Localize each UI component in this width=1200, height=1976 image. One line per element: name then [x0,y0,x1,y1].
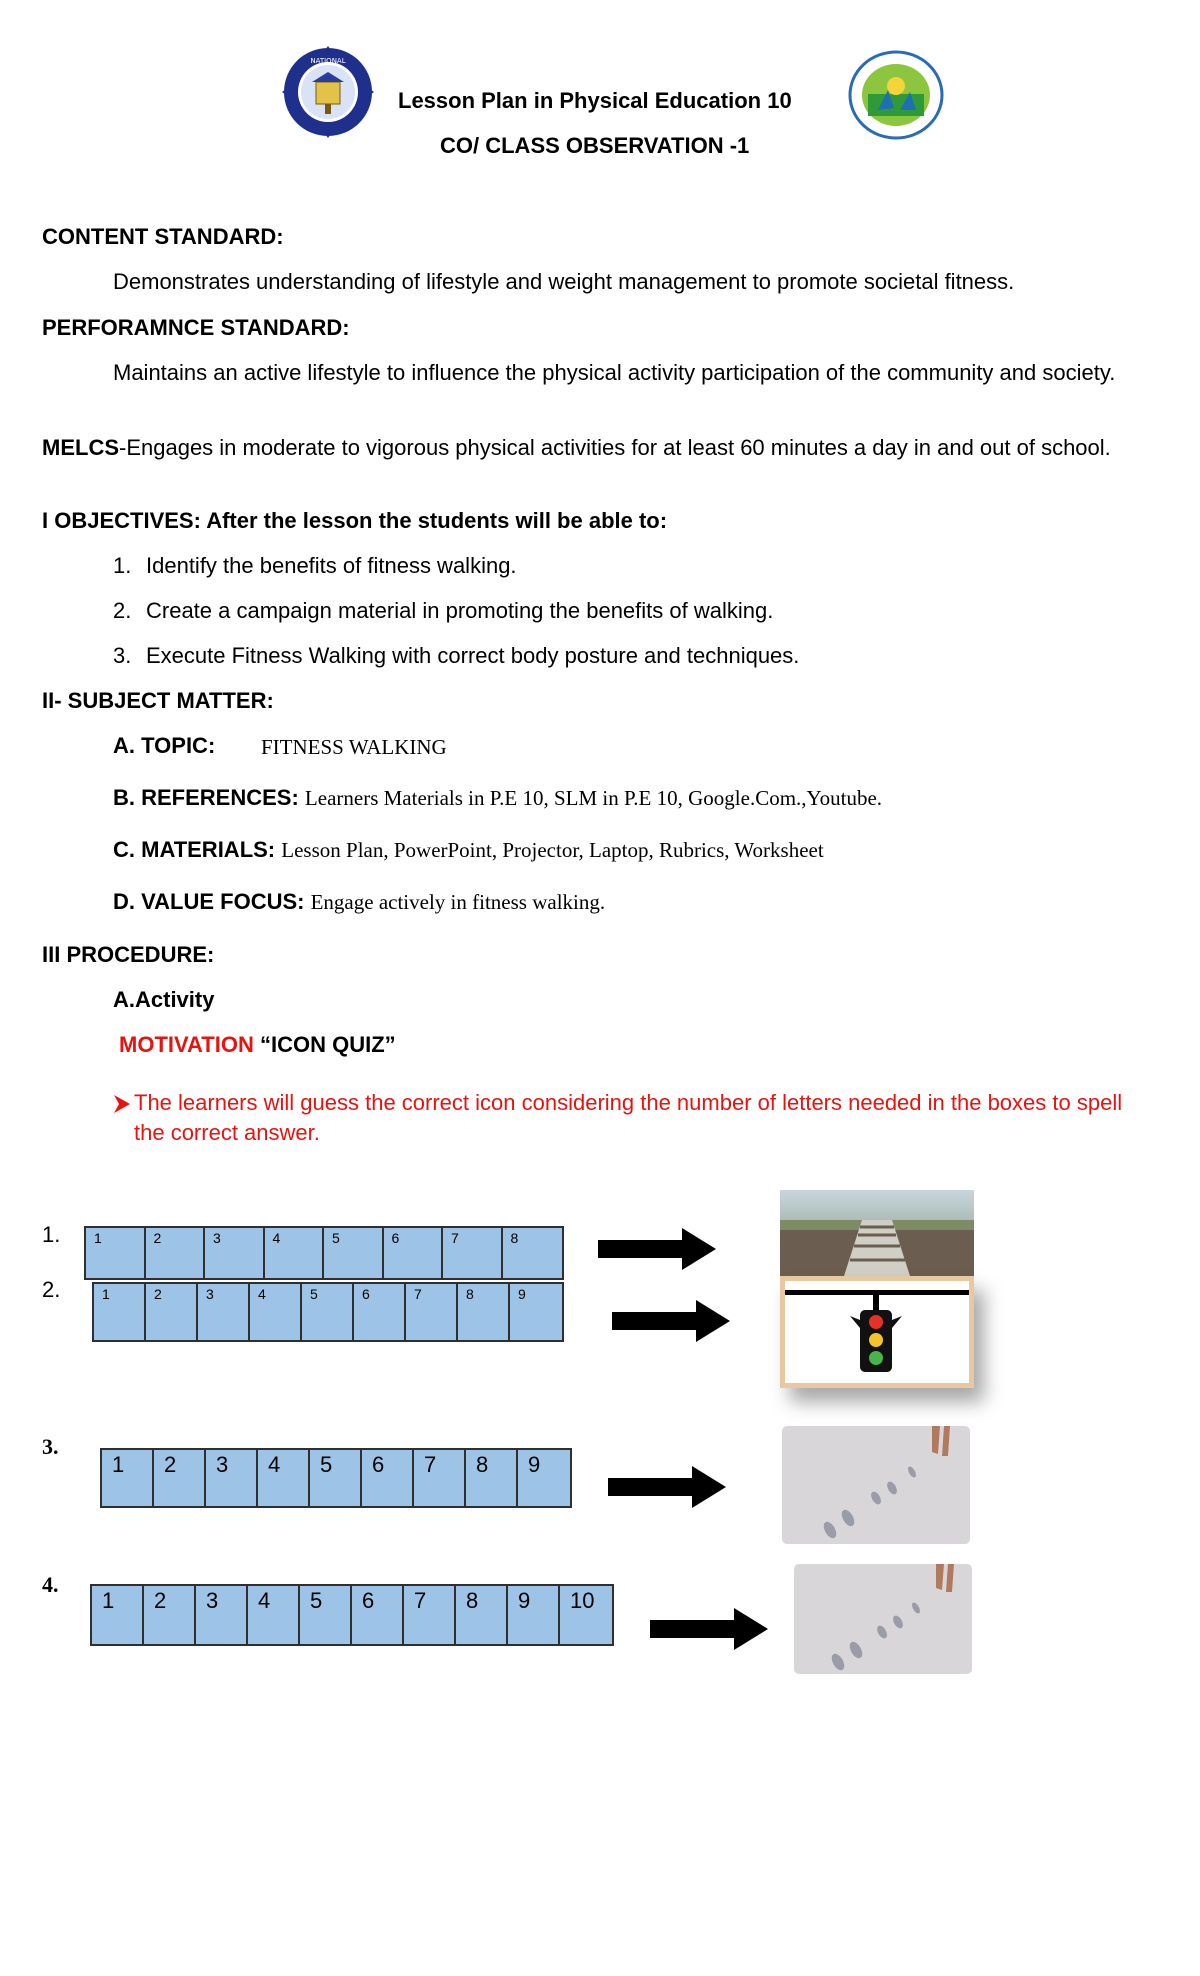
materials-label: C. MATERIALS: [113,837,276,862]
bullet-arrow-icon [112,1093,132,1120]
letter-box[interactable]: 2 [154,1450,206,1506]
footprints-sand-image [782,1426,970,1544]
topic-value: FITNESS WALKING [261,735,447,759]
letter-box[interactable]: 9 [508,1586,560,1644]
right-arrow-icon [598,1228,716,1275]
materials-value: Lesson Plan, PowerPoint, Projector, Laptop, Rubrics, Worksheet [281,838,824,862]
letter-boxes-1[interactable] [84,1226,564,1280]
footprints-sand-image [794,1564,972,1674]
procedure-heading: III PROCEDURE: [42,942,215,967]
letter-box[interactable]: 2 [146,1284,198,1340]
letter-box[interactable]: 8 [458,1284,510,1340]
content-standard-text: Demonstrates understanding of lifestyle and weight management to promote societal fitness. [113,269,1015,294]
letter-box[interactable]: 7 [443,1228,503,1278]
motivation-title: “ICON QUIZ” [259,1032,396,1057]
letter-box[interactable]: 1 [94,1284,146,1340]
melcs-label: MELCS [42,435,119,460]
letter-box[interactable]: 3 [205,1228,265,1278]
letter-box[interactable]: 8 [466,1450,518,1506]
traffic-light-image [780,1276,974,1388]
letter-box[interactable]: 4 [258,1450,310,1506]
page-subtitle: CO/ CLASS OBSERVATION -1 [440,133,750,158]
objectives-heading: I OBJECTIVES: After the lesson the students will be able to: [42,508,668,533]
letter-box[interactable]: 10 [570,1588,595,1613]
objective-item-3: Execute Fitness Walking with correct body posture and techniques. [146,643,800,668]
letter-box[interactable]: 3 [206,1450,258,1506]
letter-box[interactable]: 3 [196,1586,248,1644]
objective-item-1: Identify the benefits of fitness walking. [146,553,517,578]
performance-standard-text: Maintains an active lifestyle to influence the physical activity participation of the community and society. [113,360,1116,385]
letter-box[interactable]: 6 [352,1586,404,1644]
subject-matter-heading: II- SUBJECT MATTER: [42,688,274,713]
letter-box[interactable]: 6 [354,1284,406,1340]
letter-box[interactable]: 6 [362,1450,414,1506]
right-arrow-icon [612,1300,730,1347]
letter-boxes-4[interactable] [90,1584,614,1646]
objective-number-3: 3. [113,643,132,668]
value-focus-label: D. VALUE FOCUS: [113,889,305,914]
letter-boxes-3[interactable] [100,1448,572,1508]
letter-box[interactable]: 7 [406,1284,458,1340]
quiz-number-4: 4. [42,1572,59,1597]
melcs-text: -Engages in moderate to vigorous physical activities for at least 60 minutes a day in and out of school. [119,435,1111,460]
stone-path-image [780,1190,974,1276]
letter-box[interactable]: 5 [300,1586,352,1644]
letter-box[interactable]: 7 [414,1450,466,1506]
letter-box[interactable]: 6 [384,1228,444,1278]
letter-box[interactable]: 1 [86,1228,146,1278]
activity-label: A.Activity [113,987,215,1012]
right-arrow-icon [650,1608,768,1655]
svg-text:NATIONAL: NATIONAL [310,57,346,65]
references-value: Learners Materials in P.E 10, SLM in P.E 10, Google.Com.,Youtube. [304,786,883,810]
letter-box[interactable]: 4 [248,1586,300,1644]
references-label: B. REFERENCES: [113,785,299,810]
topic-label: A. TOPIC: [113,733,216,758]
deped-seal [848,50,944,140]
quiz-instruction: The learners will guess the correct icon considering the number of letters needed in the boxes to spell the correct answer. [134,1090,1123,1145]
letter-box[interactable]: 8 [510,1230,519,1246]
letter-box[interactable]: 3 [198,1284,250,1340]
quiz-number-3: 3. [42,1434,59,1459]
letter-box[interactable]: 2 [144,1586,196,1644]
letter-box[interactable]: 4 [250,1284,302,1340]
letter-box[interactable]: 1 [92,1586,144,1644]
letter-box[interactable]: 5 [302,1284,354,1340]
quiz-number-2: 2. [42,1277,61,1302]
motivation-line [119,1030,396,1060]
letter-box[interactable]: 5 [324,1228,384,1278]
letter-box[interactable]: 7 [404,1586,456,1644]
value-focus-line [113,887,605,917]
letter-box[interactable]: 2 [146,1228,206,1278]
objective-number-1: 1. [113,553,132,578]
right-arrow-icon [608,1466,726,1513]
letter-box[interactable]: 5 [310,1450,362,1506]
letter-box[interactable]: 9 [528,1452,541,1477]
performance-standard-heading: PERFORAMNCE STANDARD: [42,315,350,340]
content-standard-heading: CONTENT STANDARD: [42,224,284,249]
quiz-number-1: 1. [42,1222,61,1247]
motivation-label: MOTIVATION [119,1032,254,1057]
value-focus-value: Engage actively in fitness walking. [310,890,606,914]
materials-line [113,835,824,865]
references-line [113,783,882,813]
letter-box[interactable]: 9 [518,1286,526,1302]
letter-box[interactable]: 1 [102,1450,154,1506]
school-logo [282,46,374,138]
objective-item-2: Create a campaign material in promoting the benefits of walking. [146,598,774,623]
page-title: Lesson Plan in Physical Education 10 [398,88,792,113]
letter-box[interactable]: 8 [456,1586,508,1644]
objective-number-2: 2. [113,598,132,623]
letter-box[interactable]: 4 [265,1228,325,1278]
melcs-block [42,433,1152,463]
letter-boxes-2[interactable] [92,1282,564,1342]
